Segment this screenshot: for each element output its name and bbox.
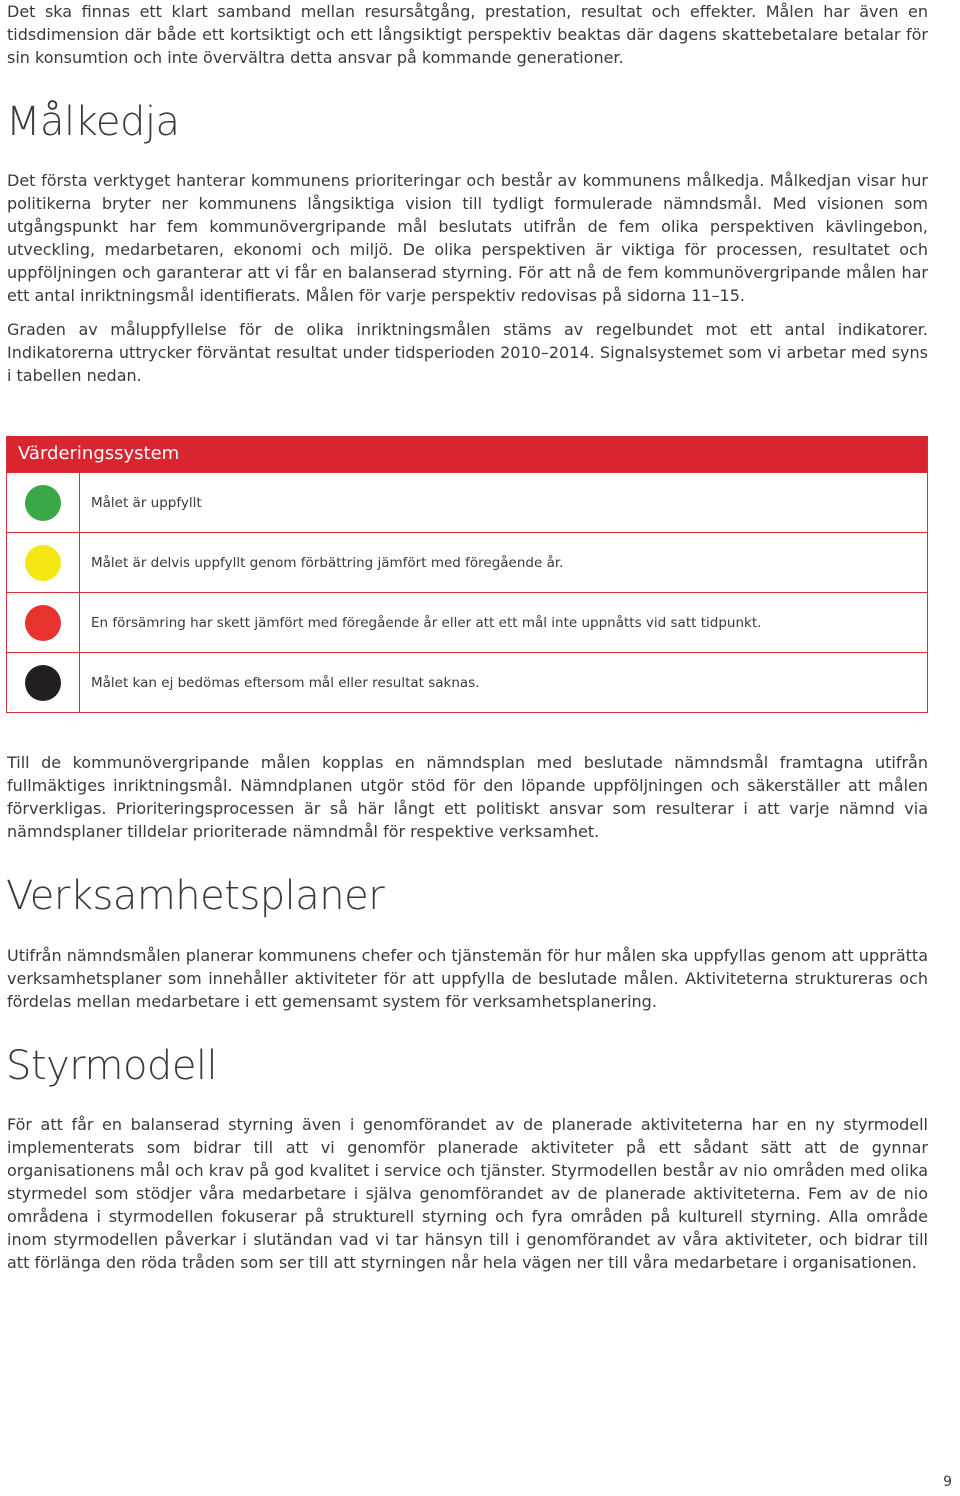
verksamhetsplaner-heading: Verksamhetsplaner xyxy=(6,873,385,919)
legend-row xyxy=(7,532,927,592)
legend-label: Målet är uppfyllt xyxy=(91,494,202,511)
page-number: 9 xyxy=(943,1474,952,1490)
value-system-title: Värderingssystem xyxy=(7,436,927,472)
verksamhetsplaner-paragraph: Utifrån nämndsmålen planerar kommunens chefer och tjänstemän för hur målen ska uppfyllas genom att upprätta verksamhetsplaner som innehåller aktiviteter för att uppfylla de beslutade målen. Aktiviteterna struktureras och fördelas mellan medarbetare i ett gemensamt system för verksamhetsplanering. xyxy=(7,946,928,1011)
after-legend-paragraph: Till de kommunövergripande målen kopplas en nämndsplan med beslutade nämndsmål framtagna utifrån fullmäktiges inriktningsmål. Nämndplanen utgör stöd för den löpande uppföljningen och säkerställer att målen förverkligas. Prioriteringsprocessen är så här långt ett politiskt ansvar som resulterar i att varje nämnd via nämndsplaner tilldelar prioriterade nämndmål för respektive verksamhet. xyxy=(7,753,928,841)
legend-label: Målet är delvis uppfyllt genom förbättring jämfört med föregående år. xyxy=(91,554,564,571)
yellow-status-dot-icon xyxy=(25,545,61,581)
black-status-dot-icon xyxy=(25,665,61,701)
styrmodell-paragraph: För att får en balanserad styrning även i genomförandet av de planerade aktiviteterna har en ny styrmodell implementerats som bidrar till att vi genomför planerade aktiviteter på ett sådant sätt att de gynnar organisationens mål och krav på god kvalitet i service och tjänster. Styrmodellen består av nio områden med olika styrmedel som stödjer våra medarbetare i själva genomförandet av de planerade aktiviteterna. Fem av de nio områdena i styrmodellen fokuserar på strukturell styrning och fyra områden på kulturell styrning. Alla område inom styrmodellen påverkar i slutändan vad vi tar hänsyn till i genomförandet av våra aktiviteter, och bidrar till att förlänga den röda tråden som ser till att styrningen når hela vägen ner till våra medarbetare i organisationen. xyxy=(7,1115,928,1272)
legend-row xyxy=(7,472,927,532)
red-status-dot-icon xyxy=(25,605,61,641)
malkedja-paragraph-1: Det första verktyget hanterar kommunens prioriteringar och består av kommunens målkedja. Målkedjan visar hur politikerna bryter ner kommunens långsiktiga vision till tydligt formulerade nämndsmål. Med visionen som utgångspunkt har fem kommunövergripande mål beslutats utifrån de fem olika perspektiven kävlingebon, utveckling, medarbetaren, ekonomi och miljö. De olika perspektiven är viktiga för processen, resultatet och uppföljningen och garanterar att vi får en balanserad styrning. För att nå de fem kommunövergripande målen har ett antal inriktningsmål identifierats. Målen för varje perspektiv redovisas på sidorna 11–15. xyxy=(7,171,928,305)
malkedja-paragraph-2: Graden av måluppfyllelse för de olika inriktningsmålen stäms av regelbundet mot ett antal indikatorer. Indikatorerna uttrycker förväntat resultat under tidsperioden 2010–2014. Signalsystemet som vi arbetar med syns i tabellen nedan. xyxy=(7,320,928,385)
legend-label: En försämring har skett jämfört med föregående år eller att ett mål inte uppnåtts vid satt tidpunkt. xyxy=(91,614,762,631)
intro-paragraph: Det ska finnas ett klart samband mellan resursåtgång, prestation, resultat och effekter. Målen har även en tidsdimension där både ett kortsiktigt och ett långsiktigt perspektiv beaktas där dagens skattebetalare betalar för sin konsumtion och inte övervältra detta ansvar på kommande generationer. xyxy=(7,2,928,67)
malkedja-heading: Målkedja xyxy=(6,99,180,145)
legend-row xyxy=(7,592,927,652)
styrmodell-heading: Styrmodell xyxy=(6,1043,218,1089)
legend-row xyxy=(7,652,927,712)
value-system-table xyxy=(6,436,928,713)
green-status-dot-icon xyxy=(25,485,61,521)
legend-label: Målet kan ej bedömas eftersom mål eller resultat saknas. xyxy=(91,674,480,691)
